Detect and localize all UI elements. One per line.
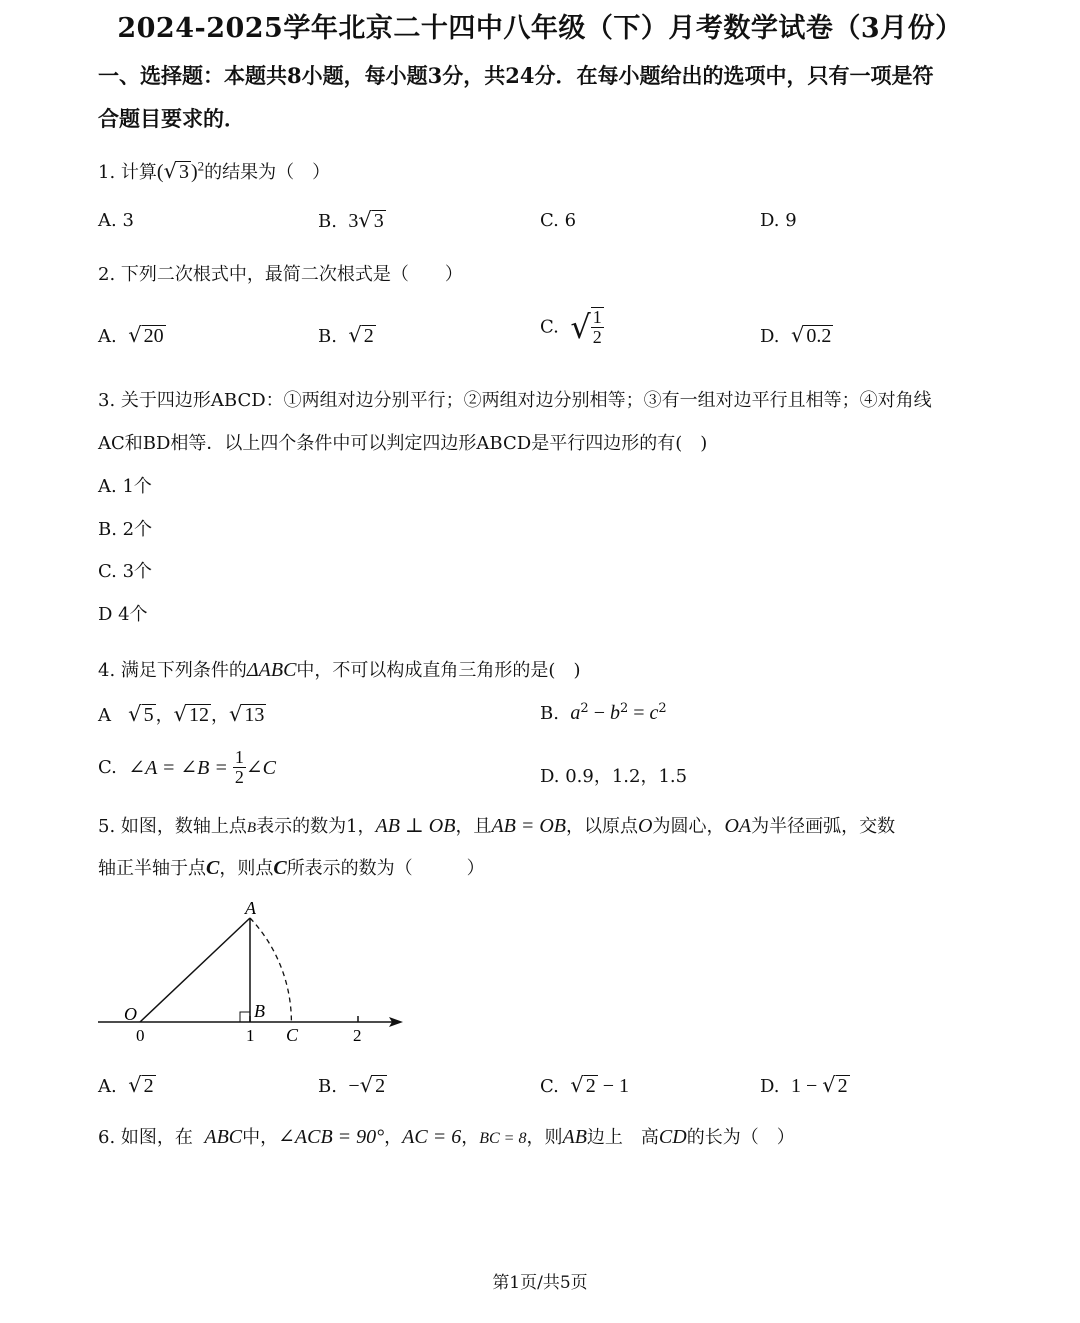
label-b: B	[254, 1001, 265, 1021]
q1-tail: 的结果为（ ）	[204, 162, 331, 183]
q4-option-d: D. 0.9，1.2，1.5	[540, 766, 688, 787]
tick-label-1: 1	[246, 1026, 255, 1045]
q1-option-d: D. 9	[760, 210, 797, 231]
q5-option-a: A. √ 2	[98, 1073, 154, 1097]
tick-label-0: 0	[136, 1026, 145, 1045]
label-o: O	[124, 1004, 137, 1024]
q1-option-a: A. 3	[98, 210, 134, 231]
q3-option-d: D 4个	[98, 604, 148, 625]
q1-number: 1. 计算	[98, 162, 157, 183]
question-5-line2: 轴正半轴于点C，则点C所表示的数为（ ）	[98, 857, 485, 879]
q4-option-c: C. ∠A = ∠B = $\frac{1}{2}$ ∠C	[98, 747, 277, 787]
q5-option-b: B. −√ 2	[318, 1073, 386, 1097]
tick-label-2: 2	[353, 1026, 362, 1045]
section-heading-line2: 合题目要求的．	[98, 106, 245, 131]
label-c: C	[286, 1025, 299, 1045]
q4-option-b: B. $a^2 - b^2 = c^2$	[540, 701, 667, 724]
q4-triangle: ΔABC	[246, 659, 297, 681]
right-angle-mark	[240, 1012, 250, 1022]
question-5-line1: 5. 如图，数轴上点B表示的数为1，AB ⊥ OB，且AB = OB，以原点O为圆心，OA为半径画弧，交数	[98, 815, 896, 837]
q2-option-a: A. √ 20	[98, 323, 164, 347]
page-footer: 第1页/共5页	[492, 1273, 588, 1293]
q5-option-d: D. 1 − √ 2	[760, 1073, 848, 1097]
q3-option-c: C. 3个	[98, 561, 153, 582]
q3-option-b: B. 2个	[98, 519, 153, 540]
segment-oa	[140, 918, 250, 1022]
q2-option-d: D. √ 0.2	[760, 323, 832, 347]
label-a: A	[245, 898, 256, 918]
q1-option-c: C. 6	[540, 210, 577, 231]
question-3-line2: AC和BD相等．以上四个条件中可以判定四边形ABCD是平行四边形的有( )	[98, 433, 708, 454]
q1-option-b: B. 3√ 3	[318, 208, 384, 232]
question-6: 6. 如图，在 ABC中，∠ACB = 90°，AC = 6，BC = 8，则AB边上 高CD的长为（ ）	[98, 1126, 795, 1148]
question-2: 2. 下列二次根式中，最简二次根式是（ ）	[98, 264, 463, 285]
q1-expression: (√ 3 )$^2$	[156, 158, 205, 183]
question-1	[98, 158, 330, 184]
section-heading-line1: 一、选择题：本题共8小题，每小题3分，共24分．在每小题给出的选项中，只有一项是符	[98, 63, 934, 88]
q2-option-c: C. √ $\frac{1}{2}$	[540, 307, 602, 347]
q3-option-a: A. 1个	[98, 476, 152, 497]
question-3-line1: 3. 关于四边形ABCD：①两组对边分别平行；②两组对边分别相等；③有一组对边平行且相等；④对角线	[98, 390, 932, 411]
q5-option-c: C. √ 2 − 1	[540, 1073, 629, 1097]
question-4: 4. 满足下列条件的ΔABC中，不可以构成直角三角形的是( )	[98, 659, 581, 681]
q5-number-line-figure	[90, 892, 420, 1052]
page-title: 2024-2025学年北京二十四中八年级（下）月考数学试卷（3月份）	[117, 13, 963, 44]
q2-option-b: B. √ 2	[318, 323, 374, 347]
q4-option-a: A √ 5 ，√ 12 ，√ 13	[98, 702, 265, 726]
